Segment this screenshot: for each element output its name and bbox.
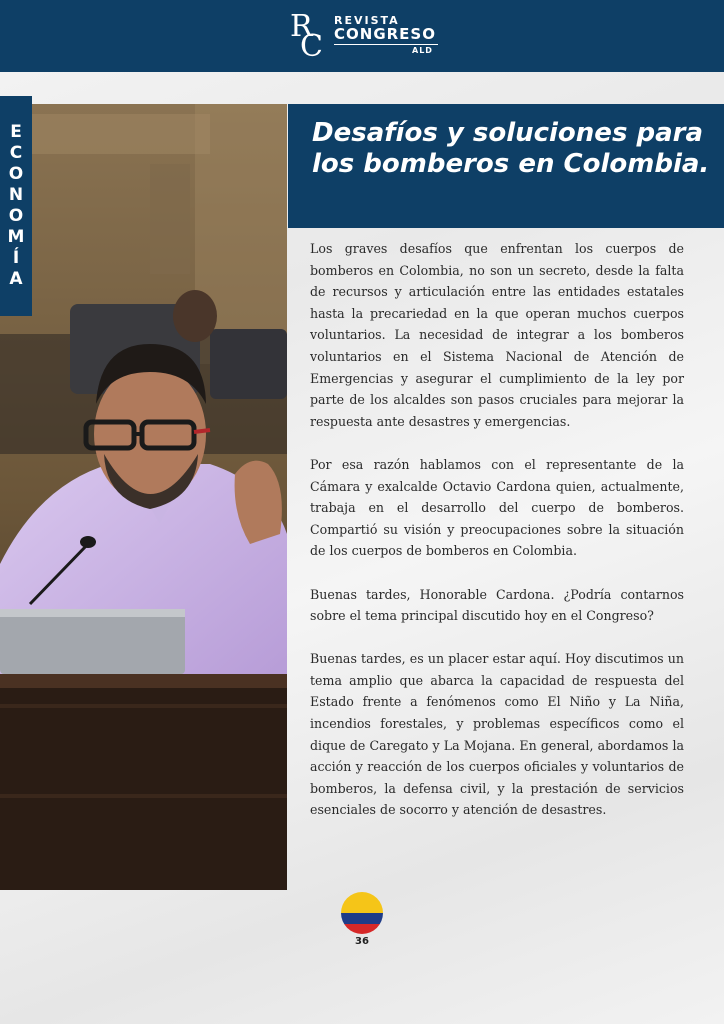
section-letter: E [10,122,22,142]
logo-revista: REVISTA [334,14,400,27]
logo-congreso: CONGRESO [334,25,436,43]
article-photo [0,104,287,890]
logo-divider [334,44,438,45]
section-letter: C [9,143,23,163]
section-letter: A [9,269,23,289]
colombia-flag-icon [341,892,383,934]
article-paragraph: Por esa razón hablamos con el representante de la Cámara y exalcalde Octavio Cardona quien, actualmente, trabaja en el desarrollo del cuerpo de bomberos. Compartió su visión y preocupaciones sobre la situación de los cuerpos de bomberos en Colombia. [310,456,684,559]
rc-monogram-logo [288,6,332,60]
article-title-box [288,104,724,228]
article-paragraph: Los graves desafíos que enfrentan los cuerpos de bomberos en Colombia, no son un secreto, desde la falta de recursos y articulación entre las entidades estatales hasta la precariedad en la que operan muchos cuerpos voluntarios. La necesidad de integrar a los bomberos voluntarios en el Sistema Nacional de Atención de Emergencias y asegurar el cumplimiento de la ley por parte de los alcaldes son pasos cruciales para mejorar la respuesta ante desastres y emergencias. [310,241,684,429]
interview-question: Buenas tardes, Honorable Cardona. ¿Podría contarnos sobre el tema principal discutido hoy en el Congreso? [310,586,684,624]
section-letter: N [8,185,24,205]
section-letter: O [8,164,24,184]
svg-text:R: R [290,9,313,44]
article-body [310,238,684,843]
magazine-logo[interactable] [288,6,438,62]
page-number: 36 [355,936,369,947]
section-tab-economia[interactable] [0,96,32,316]
section-letter: O [8,206,24,226]
section-letter: Í [12,248,20,268]
congressman-photo-illustration [0,104,287,890]
logo-ald: ALD [412,46,433,55]
interview-answer: Buenas tardes, es un placer estar aquí. Hoy discutimos un tema amplio que abarca la capacidad de respuesta del Estado frente a fenómenos como El Niño y La Niña, incendios forestales, y problemas específicos como el dique de Caregato y La Mojana. En general, abordamos la acción y reacción de los cuerpos oficiales y voluntarios de bomberos, la defensa civil, y la prestación de servicios esenciales de socorro y atención de desastres. [310,651,684,818]
section-letter: M [7,227,25,247]
article-title: Desafíos y soluciones para los bomberos en Colombia. [312,118,710,179]
svg-text:C: C [300,29,323,60]
header-bar [0,0,724,72]
